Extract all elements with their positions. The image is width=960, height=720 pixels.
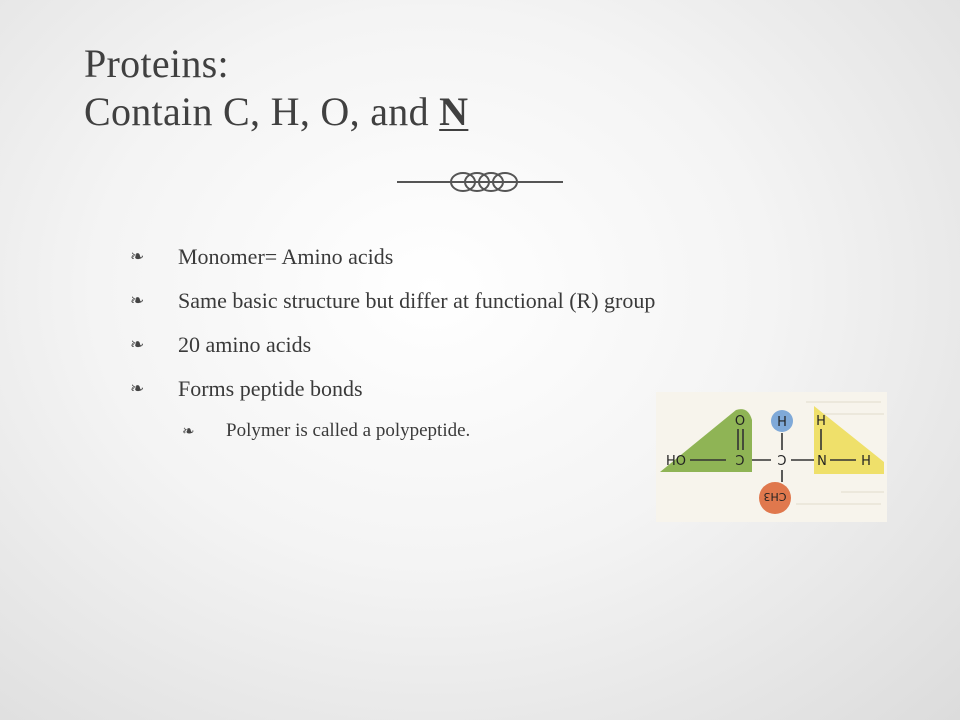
bullet-item: [130, 367, 655, 411]
ornamental-divider: [395, 164, 565, 200]
atom-ch3: CH3: [763, 490, 787, 503]
open-book-icon: ❧: [130, 247, 145, 267]
atom-ho: HO: [665, 454, 687, 469]
open-book-icon: ❧: [130, 291, 145, 311]
bullet-item: [130, 279, 655, 323]
atom-h-top: H: [777, 415, 787, 430]
bullet-item: [130, 235, 655, 279]
atom-n: N: [817, 454, 827, 469]
atom-o: O: [734, 414, 746, 429]
open-book-icon: ❧: [130, 379, 145, 399]
slide-title: [84, 40, 468, 136]
open-book-icon: ❧: [182, 422, 195, 440]
open-book-icon: ❧: [130, 335, 145, 355]
atom-c-left: C: [735, 451, 745, 466]
bullet-text: 20 amino acids: [178, 332, 312, 357]
bullet-item: [130, 323, 655, 367]
atom-h-right-top: H: [816, 414, 826, 429]
sub-bullet-text: Polymer is called a polypeptide.: [226, 420, 471, 441]
title-line-2-text: Contain C, H, O, and: [84, 89, 440, 134]
title-line-2: [84, 88, 468, 136]
amino-acid-structure-image: [656, 392, 887, 522]
atom-c-center: C: [777, 451, 787, 466]
title-line-1: Proteins:: [84, 41, 229, 86]
sub-bullet-item: [130, 411, 655, 451]
bullet-list: [130, 235, 655, 451]
bullet-text: Same basic structure but differ at functional (R) group: [178, 288, 656, 313]
title-nitrogen-emphasis: N: [439, 89, 469, 134]
bullet-text: Forms peptide bonds: [178, 376, 363, 401]
atom-h-right: H: [861, 454, 871, 469]
bullet-text: Monomer= Amino acids: [178, 244, 394, 269]
